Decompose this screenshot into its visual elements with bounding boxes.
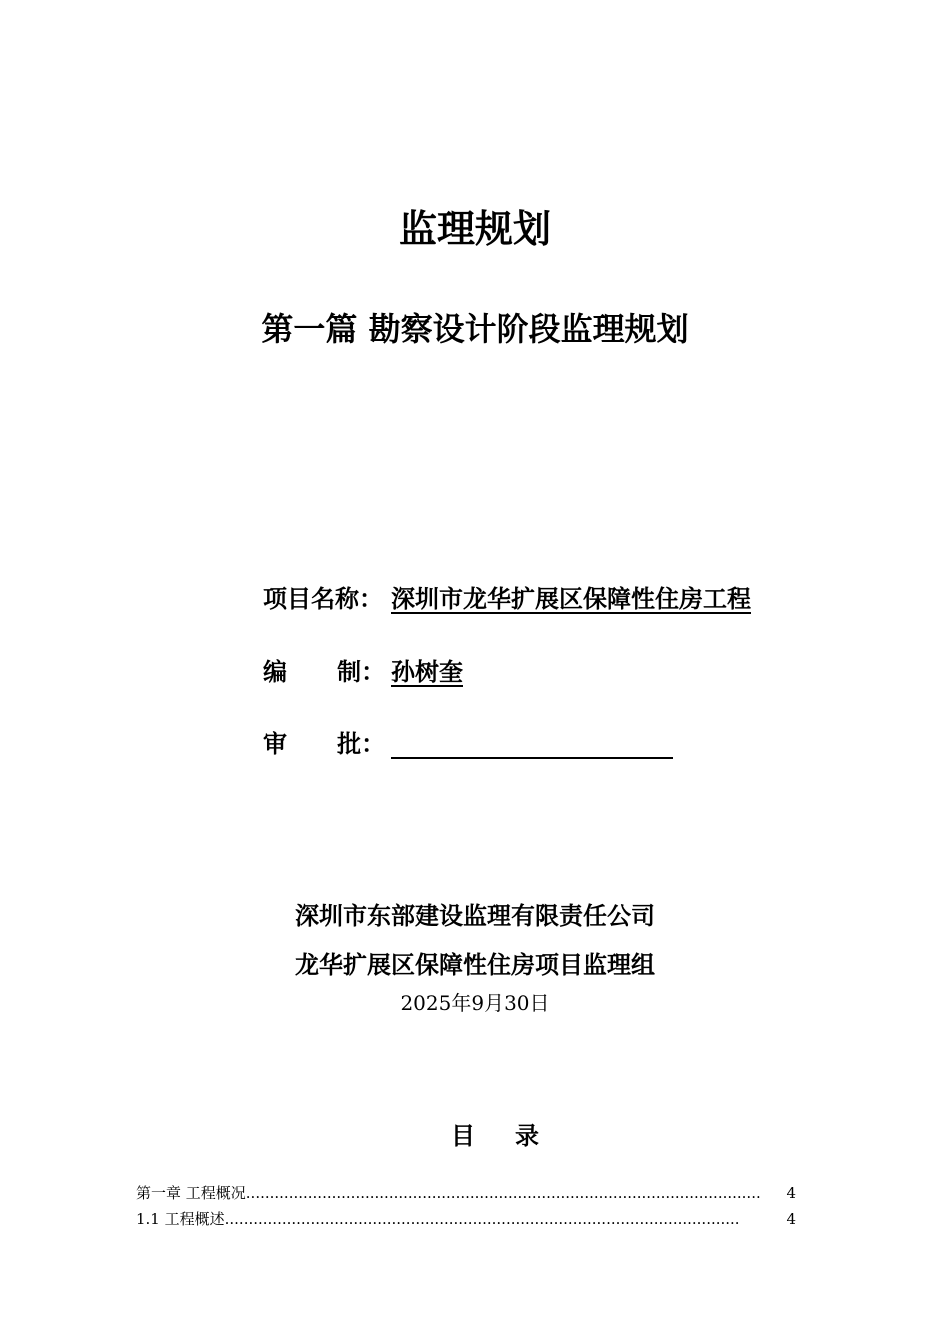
approver-blank-line [391,729,673,759]
editor-label: 编 制： [263,657,386,686]
toc-title: 目录 [451,1121,579,1150]
editor-field [263,652,463,687]
project-name-value: 深圳市龙华扩展区保障性住房工程 [391,584,751,613]
toc-entry-page: 4 [786,1210,796,1228]
project-group-name: 龙华扩展区保障性住房项目监理组 [295,950,655,979]
toc-entry-label: 1.1 工程概述 [136,1210,225,1228]
project-name-field [263,579,751,614]
document-title: 监理规划 [398,206,551,251]
toc-leader-dots: ............................................................................................................ [245,1184,761,1202]
toc-entry-label: 第一章 工程概况 [136,1184,246,1202]
document-date: 2025年9月30日 [400,991,550,1015]
editor-value: 孙树奎 [391,657,463,686]
project-name-label: 项目名称： [263,584,383,613]
approver-label: 审 批： [263,729,386,758]
toc-entry-page: 4 [786,1184,796,1202]
document-subtitle: 第一篇 勘察设计阶段监理规划 [261,310,689,348]
toc-leader-dots: ............................................................................................................ [224,1210,740,1228]
toc-entry[interactable] [136,1208,796,1229]
approver-field [263,724,673,759]
toc-entry[interactable] [136,1182,796,1203]
company-name: 深圳市东部建设监理有限责任公司 [295,901,655,930]
